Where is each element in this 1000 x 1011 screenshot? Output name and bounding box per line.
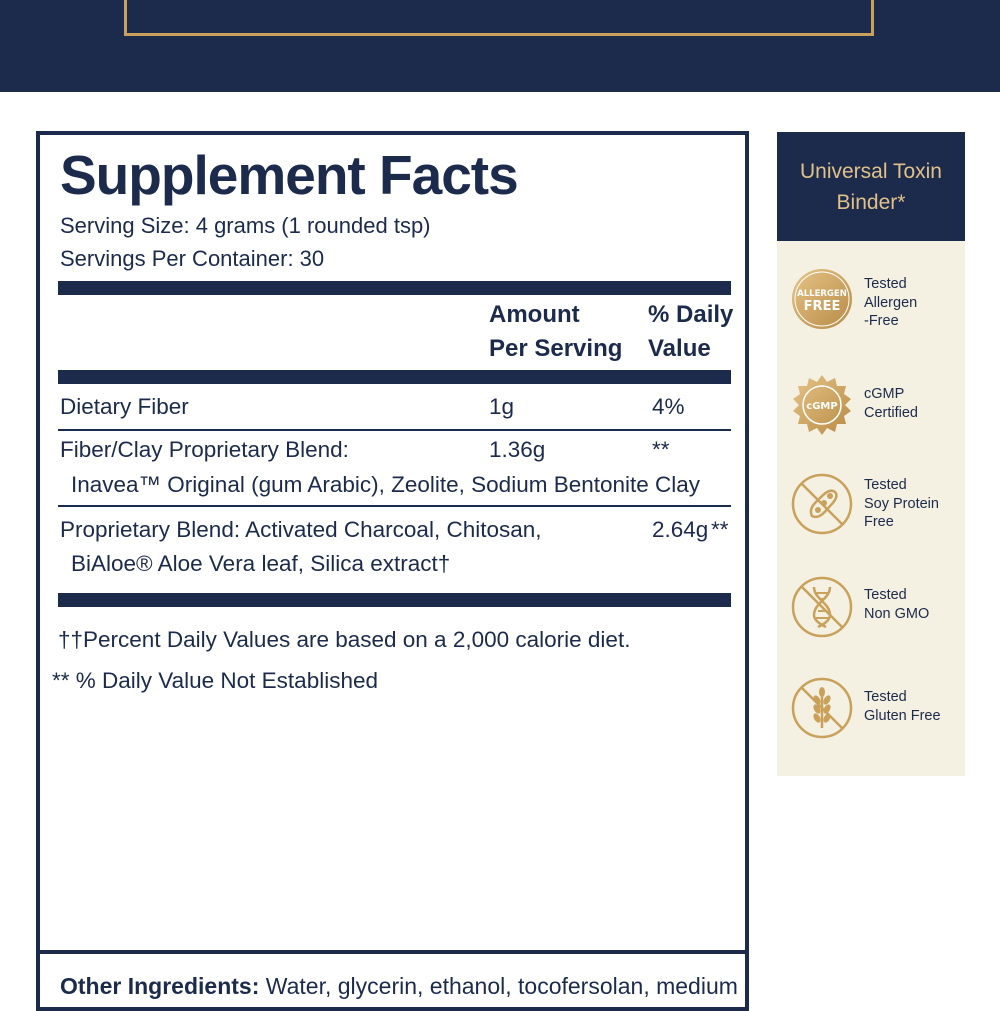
badge-label: Tested Gluten Free: [864, 689, 941, 724]
row-dv: **: [711, 517, 729, 542]
footnote: ** % Daily Value Not Established: [52, 668, 378, 693]
badge-panel: [777, 241, 965, 776]
badge-label: cGMP Certified: [864, 386, 918, 421]
svg-text:FREE: FREE: [803, 299, 841, 314]
badge-label: Tested Allergen -Free: [864, 276, 918, 329]
row-dv: 4%: [652, 394, 685, 419]
sidebar-header: Universal Toxin Binder*: [777, 132, 965, 241]
divider-thin: [58, 429, 731, 431]
badge-label: Tested Soy Protein Free: [864, 477, 939, 530]
row-name: Fiber/Clay Proprietary Blend:: [60, 437, 349, 462]
badge-label: Tested Non GMO: [864, 587, 930, 622]
servings-per-container: Servings Per Container: 30: [60, 246, 325, 271]
divider-thick: [58, 370, 731, 384]
row-detail: Inavea™ Original (gum Arabic), Zeolite, Sodium Bentonite Clay: [71, 472, 701, 497]
divider-bottom: [40, 950, 745, 954]
row-name: Proprietary Blend: Activated Charcoal, Chitosan,: [60, 517, 542, 542]
divider-thick: [58, 281, 731, 295]
row-detail: BiAloe® Aloe Vera leaf, Silica extract†: [71, 551, 451, 576]
svg-text:ALLERGEN: ALLERGEN: [797, 289, 847, 299]
divider-thin: [58, 505, 731, 507]
supplement-facts-panel: [36, 131, 749, 1011]
no-soy-icon: [790, 472, 854, 536]
divider-thick: [58, 593, 731, 607]
svg-text:cGMP: cGMP: [806, 401, 838, 412]
banner-frame: [124, 0, 874, 36]
daily-value-header: % Daily Value: [648, 301, 734, 362]
facts-title: Supplement Facts: [60, 144, 518, 206]
row-amount: 2.64g: [652, 517, 709, 542]
gluten-free-wheat-icon: [790, 676, 854, 740]
row-amount: 1.36g: [489, 437, 546, 462]
non-gmo-dna-icon: [790, 575, 854, 639]
footnote: ††Percent Daily Values are based on a 2,000 calorie diet.: [58, 627, 631, 652]
serving-size: Serving Size: 4 grams (1 rounded tsp): [60, 213, 431, 238]
allergen-free-icon: [790, 267, 854, 331]
row-amount: 1g: [489, 394, 515, 419]
cgmp-seal-icon: [790, 373, 854, 437]
top-banner: [0, 0, 1000, 92]
other-ingredients: Other Ingredients: Water, glycerin, ethanol, tocofersolan, medium: [60, 973, 738, 999]
row-name: Dietary Fiber: [60, 394, 189, 419]
amount-header: Amount Per Serving: [489, 301, 623, 362]
row-dv: **: [652, 437, 670, 462]
